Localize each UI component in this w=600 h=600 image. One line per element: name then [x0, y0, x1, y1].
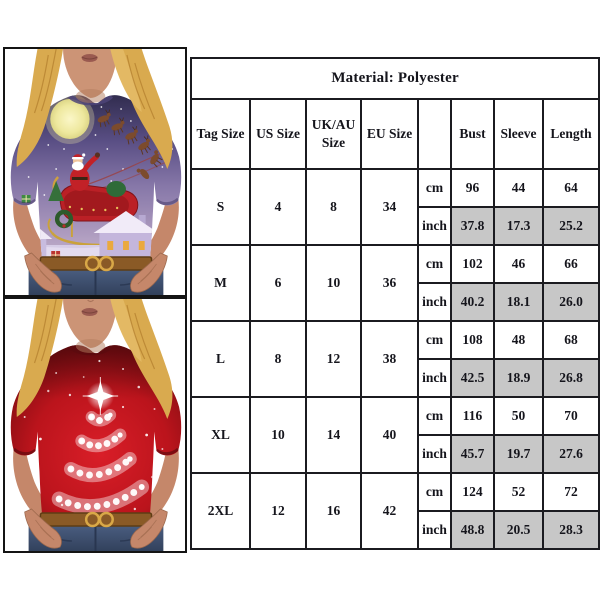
column-header-us-size: US Size	[250, 99, 306, 169]
size-table-body	[191, 169, 599, 549]
sleeve-inch-s: 17.3	[494, 207, 543, 245]
eu-size-cell-l: 38	[361, 321, 418, 397]
tree-shirt-illustration	[5, 299, 185, 551]
sleeve-cm-2xl: 52	[494, 473, 543, 511]
column-header-unit	[418, 99, 451, 169]
sleeve-cm-l: 48	[494, 321, 543, 359]
length-inch-m: 26.0	[543, 283, 599, 321]
bust-cm-2xl: 124	[451, 473, 494, 511]
bust-inch-s: 37.8	[451, 207, 494, 245]
uk-au-size-cell-2xl: 16	[306, 473, 361, 549]
sleeve-cm-xl: 50	[494, 397, 543, 435]
uk-au-size-cell-xl: 14	[306, 397, 361, 473]
unit-cell-inch-2xl: inch	[418, 511, 451, 549]
tag-size-cell-2xl: 2XL	[191, 473, 250, 549]
size-row-l-cm	[191, 321, 599, 359]
length-inch-2xl: 28.3	[543, 511, 599, 549]
length-cm-xl: 70	[543, 397, 599, 435]
unit-cell-cm-2xl: cm	[418, 473, 451, 511]
column-header-eu-size: EU Size	[361, 99, 418, 169]
us-size-cell-xl: 10	[250, 397, 306, 473]
product-photo-tree-shirt	[3, 297, 187, 553]
bust-cm-l: 108	[451, 321, 494, 359]
length-cm-s: 64	[543, 169, 599, 207]
column-header-uk-au-size: UK/AU Size	[306, 99, 361, 169]
unit-cell-inch-s: inch	[418, 207, 451, 245]
size-row-xl-cm	[191, 397, 599, 435]
unit-cell-cm-m: cm	[418, 245, 451, 283]
tag-size-cell-l: L	[191, 321, 250, 397]
unit-cell-cm-l: cm	[418, 321, 451, 359]
eu-size-cell-m: 36	[361, 245, 418, 321]
column-header-row	[191, 99, 599, 169]
length-inch-xl: 27.6	[543, 435, 599, 473]
sleeve-inch-m: 18.1	[494, 283, 543, 321]
bust-inch-2xl: 48.8	[451, 511, 494, 549]
unit-cell-cm-s: cm	[418, 169, 451, 207]
sleeve-inch-l: 18.9	[494, 359, 543, 397]
material-row	[191, 58, 599, 99]
length-cm-m: 66	[543, 245, 599, 283]
tag-size-cell-m: M	[191, 245, 250, 321]
size-chart-table	[190, 57, 600, 550]
moon	[50, 99, 89, 139]
length-inch-l: 26.8	[543, 359, 599, 397]
model-face	[63, 299, 117, 353]
uk-au-size-cell-s: 8	[306, 169, 361, 245]
product-photo-santa-shirt	[3, 47, 187, 297]
eu-size-cell-s: 34	[361, 169, 418, 245]
size-row-2xl-cm	[191, 473, 599, 511]
column-header-sleeve: Sleeve	[494, 99, 543, 169]
column-header-length: Length	[543, 99, 599, 169]
unit-cell-inch-xl: inch	[418, 435, 451, 473]
uk-au-size-cell-l: 12	[306, 321, 361, 397]
sleeve-inch-xl: 19.7	[494, 435, 543, 473]
tag-size-cell-xl: XL	[191, 397, 250, 473]
eu-size-cell-2xl: 42	[361, 473, 418, 549]
bust-inch-l: 42.5	[451, 359, 494, 397]
unit-cell-inch-l: inch	[418, 359, 451, 397]
sleeve-cm-s: 44	[494, 169, 543, 207]
bust-inch-xl: 45.7	[451, 435, 494, 473]
column-header-tag-size: Tag Size	[191, 99, 250, 169]
eu-size-cell-xl: 40	[361, 397, 418, 473]
gift-sack	[106, 181, 126, 197]
length-cm-2xl: 72	[543, 473, 599, 511]
unit-cell-cm-xl: cm	[418, 397, 451, 435]
sleeve-inch-2xl: 20.5	[494, 511, 543, 549]
bust-inch-m: 40.2	[451, 283, 494, 321]
sleeve-cm-m: 46	[494, 245, 543, 283]
belt	[40, 257, 151, 270]
us-size-cell-m: 6	[250, 245, 306, 321]
length-cm-l: 68	[543, 321, 599, 359]
model-face	[63, 49, 117, 103]
column-header-bust: Bust	[451, 99, 494, 169]
us-size-cell-l: 8	[250, 321, 306, 397]
bust-cm-s: 96	[451, 169, 494, 207]
santa-shirt-illustration	[5, 49, 185, 295]
bust-cm-m: 102	[451, 245, 494, 283]
us-size-cell-s: 4	[250, 169, 306, 245]
tag-size-cell-s: S	[191, 169, 250, 245]
bust-cm-xl: 116	[451, 397, 494, 435]
length-inch-s: 25.2	[543, 207, 599, 245]
belt	[40, 513, 151, 526]
material-header: Material: Polyester	[191, 58, 599, 99]
unit-cell-inch-m: inch	[418, 283, 451, 321]
us-size-cell-2xl: 12	[250, 473, 306, 549]
size-row-m-cm	[191, 245, 599, 283]
uk-au-size-cell-m: 10	[306, 245, 361, 321]
size-row-s-cm	[191, 169, 599, 207]
